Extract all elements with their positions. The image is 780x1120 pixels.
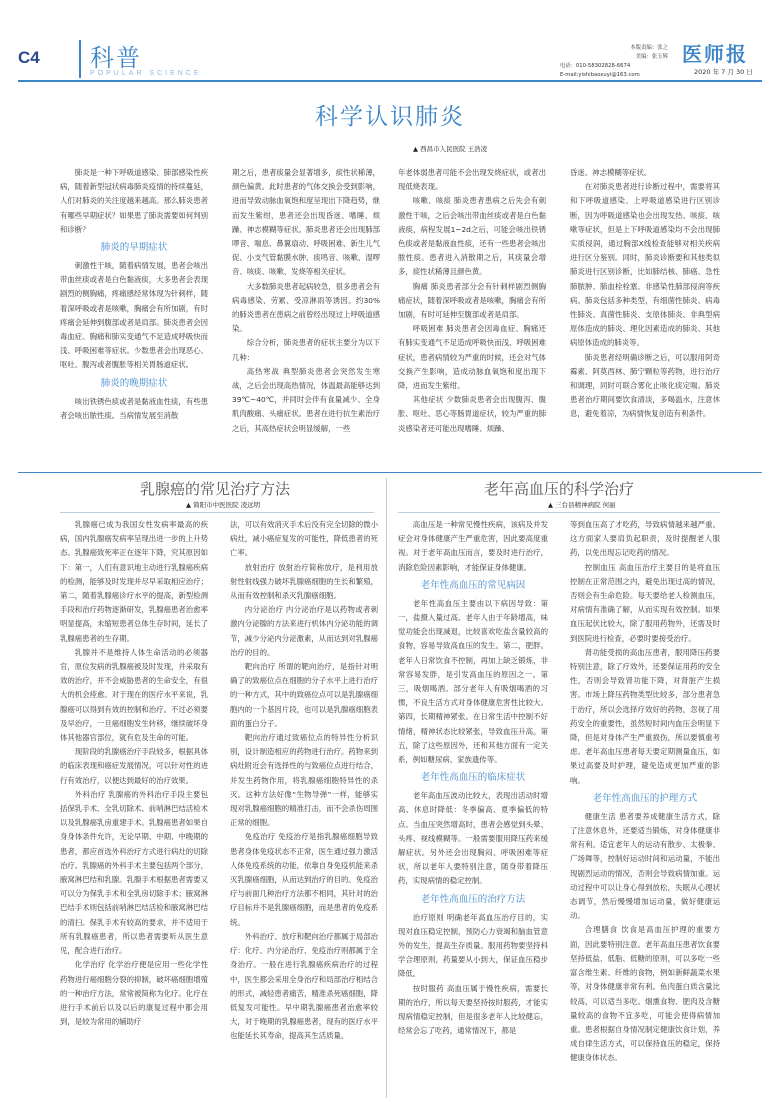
article3-title: 老年高血压的科学治疗 [483,480,634,498]
paragraph: 刺激性干咳，随着病情发展，患者会咳出带血丝痰或者是白色黏液痰，大多患者会表现剧烈的侧胸痛，疼痛感经常体现为针刺样，随着深呼吸或者是咳嗽，胸痛会有所加剧，有时疼痛会延伸到腹部或者是肩部。肺炎患者会因毒血症、胸痛和肺实变通气不足造成呼吸快而浅、呼吸困难等症状。少数患者会出现恶心、呕吐、腹泻或者腹胀等相关胃肠道症状。 [60,261,208,370]
paragraph: 年老体弱患者可能不会出现发烧症状，或者出现低烧表现。 [398,168,546,192]
newspaper-logo: 医师报 [682,42,748,66]
subheading: 老年性高血压的护理方式 [592,792,698,804]
paragraph: 大多数肺炎患者起病较急，很多患者会有病毒感染、劳累、受凉淋雨等诱因。约30%的肺炎患者在患病之前曾经出现过上呼吸道感染。 [232,281,380,334]
paragraph: 高热寒战 典型肺炎患者会突然发生寒战，之后会出现高热情况，体温最高能够达到39℃~40℃，并同时会伴有食量减少、全身肌肉酸痛、头痛症状。患者在进行抗生素治疗之后，其高热症状会明显缓解，一些 [232,366,380,433]
paragraph: 现阶段的乳腺癌治疗手段较多，根据具体的临床表现和癌症发展情况，可以针对性的进行有效治疗，以便达到最好的治疗效果。 [60,747,208,785]
article3-rule [398,512,720,513]
article3-byline: ▲ 三台县精神病院 何丽 [548,501,616,509]
editor-name: 本版责编：张之 [630,45,668,51]
subheading: 肺炎的早期症状 [100,242,168,254]
column-divider [386,478,387,1098]
paragraph: 化学治疗 化学治疗便是应用一些化学性药物进行癌细胞分裂的抑制，破坏癌细胞增殖的一种治疗方法，常常被简称为化疗。化疗在进行手术前后以及以后的康复过程中都会用到，是较为常用的辅助疗 [60,960,208,1027]
article1-title: 科学认识肺炎 [315,104,465,130]
paragraph: 外科治疗 乳腺癌的外科治疗手段主要包括保乳手术、全乳切除术、前哨淋巴结活检术以及乳腺癌乳房重建手术。乳腺癌患者如果自身身体条件允许，无论早期、中期、中晚期的患者，都应首选外科治疗方式进行病灶的切除治疗。乳腺癌的外科手术主要包括两个部分，腋窝淋巴结和乳腺。乳腺手术根据患者需要又可以分为保乳手术和全乳房切除手术；腋窝淋巴结手术则包括前哨淋巴结活检和腋窝淋巴结的清扫。保乳手术有较高的要求，并不适用于所有乳腺癌患者，所以患者需要听从医生意见，配合进行治疗。 [60,789,208,956]
paragraph: 肾功能受损的高血压患者，服用降压药要特别注意，除了疗效外，还要保证用药的安全性，否则会导致肾功能下降，对肾脏产生损害。市场上降压药物类型比较多，部分患者急于治疗，所以会选择疗效好的药物，忽视了用药安全的重要性，虽然短时间内血压会明显下降，但是对身体产生严重损伤，所以要慎重考虑。老年高血压患者每天要定期测量血压，如果过高要及时护理，避免造成更加严重的影响。 [570,647,720,785]
paragraph: 外科治疗、放疗和靶向治疗都属于局部治疗：化疗、内分泌治疗、免疫治疗则都属于全身治疗。一般在进行乳腺癌疾病治疗的过程中，医生都会采用全身治疗和局部治疗相结合的形式，减轻患者痛苦，精准杀死癌细胞，降低复发可能性。早中期乳腺癌患者治愈率较大，对于晚期的乳腺癌患者，现有的医疗水平也能延长其寿命，提高其生活质量。 [230,931,378,1041]
paragraph: 咳嗽、咳痰 肺炎患者患病之后先会有刺激性干咳，之后会咳出带血丝痰或者是白色黏液痰，病程发展1~2d之后，可能会咳出铁锈色痰或者是黏液血性痰，还有一些患者会咳出脓性痰。患者进入消散期之后，其痰量会增多，痰性状稀薄且颜色黄。 [398,196,546,277]
article1-col1 [60,166,208,423]
subheading: 老年性高血压的治疗方法 [420,893,526,905]
subheading: 老年性高血压的临床症状 [420,772,526,784]
paragraph: 控制血压 高血压治疗主要目的是将血压控制在正常范围之内，避免出现过高的情况，否则会有生命危险。每天要给老人检测血压，对病情有准确了解，从而实现有效控制。如果血压起伏比较大，除了服用药物外，还需及时到医院进行检查，必要时要接受治疗。 [570,562,720,643]
paragraph: 免疫治疗 免疫治疗是指乳腺癌细胞导致患者身体免疫状态不正常，医生通过强力激活人体免疫系统的功能，依靠自身免疫机能来杀灭乳腺癌细胞，从而达到治疗的目的。免疫治疗与前面几种治疗方法都不相同，其针对的治疗目标并不是乳腺癌细胞，而是患者的免疫系统。 [230,832,378,927]
page-number: C4 [18,48,40,67]
editor-info [620,44,668,61]
paragraph: 按时服药 高血压属于慢性疾病，需要长期的治疗，所以每天要坚持按时服药，才能实现病情稳定控制，但是很多老年人比较健忘，经常会忘了吃药，通常情况下，都是 [398,983,548,1036]
paragraph: 肺炎患者经明确诊断之后，可以服用阿奇霉素、阿莫西林、肺宁颗粒等药物，进行治疗和调理，同时可联合雾化止咳化痰定喘。肺炎患者治疗期间要饮食清淡，多喝温水，注意休息，避免着凉，为病情恢复创造有利条件。 [570,352,720,419]
paragraph: 靶向治疗 所谓的靶向治疗，是指针对明确了的致癌位点在细胞的分子水平上进行治疗的一种方式，其中的致癌位点可以是乳腺癌细胞内的一个基因片段，也可以是乳腺癌细胞表面的蛋白分子。 [230,662,378,728]
paragraph: 综合分析，肺炎患者的症状主要分为以下几种： [232,338,380,362]
contact-info [560,62,640,79]
section-subtitle: POPULAR SCIENCE [90,70,202,77]
article2-byline: ▲ 简阳市中医医院 凌远明 [186,501,261,509]
paragraph: 期之后，患者痰量会显著增多，痰性状稀薄，颜色偏黄。此时患者的气体交换会受到影响，进而导致动脉血氧饱和度呈现出下降趋势，继而发生紫绀，患者还会出现昏迷、嗜睡、烦躁、神志模糊等症状。肺炎患者还会出现肺部啰音、喘息、鼻翼扇动、呼吸困难、新生儿气促、小支气管黏膜水肿、痰鸣音、咳嗽、湿啰音、咳痰、咳嗽、发烧等相关症状。 [232,168,380,277]
paragraph: 肺炎是一种下呼吸道感染、肺部感染性疾病，随着新型冠状病毒肺炎疫情的持续蔓延，人们对肺炎的关注度越来越高。那么肺炎患者有哪些早期症状？如果患了肺炎需要如何判别和诊断？ [60,168,208,234]
paragraph: 内分泌治疗 内分泌治疗是以药物或者刺激内分泌腺的方法来进行机体内分泌功能的调节，减少分泌内分泌激素，从而达到对乳腺癌治疗的目的。 [230,605,378,657]
paragraph: 健康生活 患者要养成健康生活方式，除了注意休息外，还要适当锻炼，对身体健康非常有利。适宜老年人的运动有散步、太极拳、广场舞等，控制好运动时间和运动量，不能出现剧烈运动的情况，否则会导致病情加重。运动过程中可以让身心得到放松，失眠从心理状态调节，然后慢慢增加运动量，做好健康运动。 [570,811,720,921]
paragraph: 咳出铁锈色痰或者是黏液血性痰，有些患者会咳出脓性痰。当病情发展至消散 [60,396,208,420]
article3-col1 [398,518,548,1039]
article2-rule [60,512,374,513]
article1-col4 [570,166,720,422]
paragraph: 法，可以有效消灭手术后没有完全切除的微小病灶，减小癌症复发的可能性，降低患者的死亡率。 [230,520,378,558]
paragraph: 老年高血压波动比较大，表现出活动时增高、休息时降低：冬季偏高、夏季偏低的特点。当血压突然增高时，患者会感觉到头晕、头疼、视线模糊等。一般需要服用降压药来缓解症状。另外还会出现胸闷、呼吸困难等症状，所以老年人要特别注意，随身带着降压药，实现病情的稳定控制。 [398,791,548,886]
paragraph: 胸痛 肺炎患者部分会有针刺样剧烈侧胸痛症状，随着深呼吸或者是咳嗽，胸痛会有所加剧，有时可延伸至腹部或者是肩部。 [398,281,546,320]
article1-col2 [232,166,380,436]
article2-title: 乳腺癌的常见治疗方法 [139,480,290,498]
paragraph: 靶向治疗通过致癌位点的特异性分析识别，设计制造相应的药物进行治疗。药物来到病灶附近会有选择性的与致癌位点进行结合，并发生药物作用，将乳腺癌细胞特异性的杀灭。这种方法好像“生物导弹”一样，能够实现对乳腺癌细胞的精准打击，而不会杀伤周围正常的细胞。 [230,733,378,828]
article3-col2 [570,518,720,1066]
header-divider [79,40,81,78]
paragraph: 呼吸困难 肺炎患者会因毒血症、胸痛还有肺实变通气不足造成呼吸快而浅、呼吸困难症状，患者病情较为严重的时候，还会对气体交换产生影响，造成动脉血氧饱和度出现下降，进而发生紫绀。 [398,324,546,391]
paragraph: 在对肺炎患者进行诊断过程中，需要将其和下呼吸道感染、上呼吸道感染进行区别诊断，因为呼吸道感染也会出现发热、咳痰、咳嗽等症状，但是上下呼吸道感染均不会出现肺实质侵润，通过胸部X线检查能够对相关疾病进行区分鉴别。同时，肺炎诊断要和其他类似肺炎进行区别诊断，比如肺结核、肺癌、急性肺脓肿、肺血栓栓塞、非感染性肺部侵润等疾病。肺炎包括多种类型，有细菌性肺炎、病毒性肺炎、真菌性肺炎、支原体肺炎、非典型病原体造成的肺炎、理化因素造成的肺炎、其他病原体造成的肺炎等。 [570,182,720,348]
article1-col3 [398,166,546,436]
paragraph: 高血压是一种常见慢性疾病，该病及并发症会对身体健康产生严重危害，因此要高度重视。对于老年高血压而言，要及时进行治疗，消除危险因素影响，才能保证身体健康。 [398,520,548,572]
article2-col1 [60,518,208,1029]
paragraph: 治疗原则 明确老年高血压治疗目的，实现对血压稳定控制，预防心力衰竭和脑血管意外的发生，提高生存质量。服用药物要坚持科学合理原则，药量要从小到大，保证血压稳步降低。 [398,912,548,979]
phone: 电话：010-58302828-6674 [560,63,631,69]
paragraph: 等到血压高了才吃药，导致病情越来越严重。这方面家人要肩负起职责，及时提醒老人服药，以免出现忘记吃药的情况。 [570,520,720,558]
subheading: 老年性高血压的常见病因 [420,579,526,591]
paragraph: 乳腺并不是维持人体生命活动的必须器官，原位发病的乳腺癌被及时发现，并采取有效的治疗，并不会威胁患者的生命安全，有很大的机会痊愈。对于现在的医疗水平来说，乳腺癌可以得到有效的控制和治疗。不过必须要及早治疗，一旦癌细胞发生转移，继续破坏身体其他器官部位，就有危及生命的可能。 [60,647,208,743]
header-rule [18,80,762,82]
paragraph: 其他症状 少数肺炎患者会出现腹泻、腹胀、呕吐、恶心等肠胃道症状，较为严重的肺炎感染者还可能出现嗜睡、烦躁、 [398,395,546,433]
article2-col2 [230,518,378,1044]
paragraph: 合理膳食 饮食是高血压护理的重要方面，因此要特别注意。老年高血压患者饮食要坚持低盐、低脂、低糖的原则，可以多吃一些富含维生素、纤维的食物，例如新鲜蔬菜水果等，对身体健康非常有利。鱼肉蛋白质含量比较高，可以适当多吃。烟熏食物、肥肉及含糖量较高的食物不宜多吃，可能会使得病情加重。患者根据自身情况制定健康饮食计划，养成自律生活方式，可以保持血压的稳定，保持健康身体状态。 [570,925,720,1063]
designer-name: 美编：张玉辉 [635,53,668,60]
section-rule [18,472,762,473]
article1-byline: ▲ 西昌市人民医院 王浩凌 [413,145,488,153]
paragraph: 放射治疗 放射治疗简称放疗，是利用放射性射线强力破坏乳腺癌细胞的生长和繁殖，从而有效控制和杀灭乳腺癌细胞。 [230,562,378,601]
paragraph: 老年性高血压主要由以下病因导致：第一，盐摄入量过高。老年人由于年龄增高，味觉功能会出现减退，比较喜欢吃盐含量较高的食物，容易导致高血压的发生。第二，肥胖。老年人日常饮食不控制，再加上缺乏锻炼，非常容易发胖，是引发高血压的原因之一。第三，吸烟喝酒。部分老年人有吸烟喝酒的习惯，不良生活方式对身体健康危害性比较大。第四，长期精神紧张。在日常生活中控制不好情绪，精神状态比较紧张，导致血压升高。第五，除了这些原因外，还和其他方面有一定关系，例如糖尿病、家族遗传等。 [398,598,548,765]
paragraph: 乳腺癌已成为我国女性发病率最高的疾病，国内乳腺癌发病率呈现出进一步的上升势态。乳腺癌致死率正在逐年下降，究其原因如下：第一，人们有意识地主动进行乳腺癌疾病的检测，能够及时发现并尽早采取相应治疗；第二，随着乳腺癌诊疗水平的提高，新型检测手段和治疗药物逐渐研发，乳腺癌患者治愈率明显提高，未缩短患者总体生存时间，延长了乳腺癌患者的生存期。 [60,520,208,643]
email: E-mail:yishibaoxuyi@163.com [560,71,640,78]
paragraph: 昏迷、神志模糊等症状。 [570,168,652,177]
section-title: 科普 [90,44,142,72]
issue-date: 2020 年 7 月 30 日 [694,68,753,76]
subheading: 肺炎的晚期症状 [100,377,168,389]
